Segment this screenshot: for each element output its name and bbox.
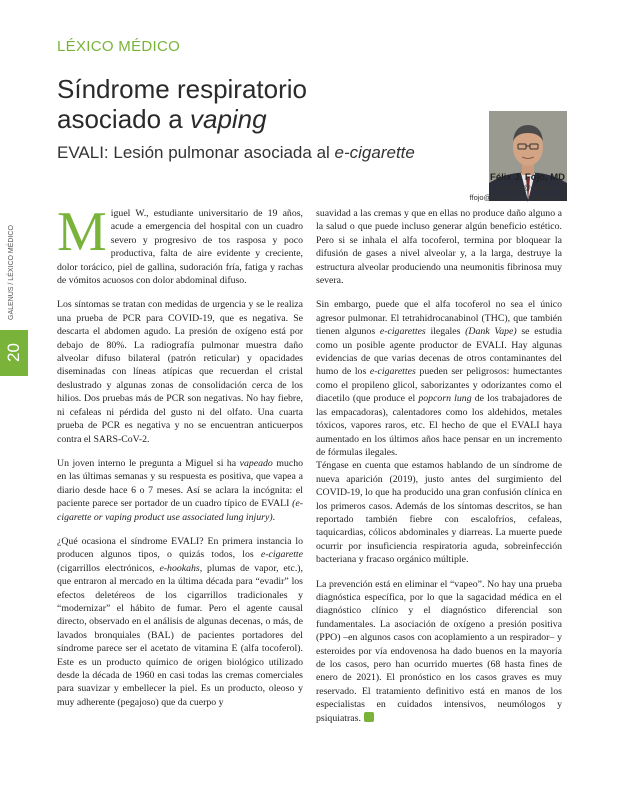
left-p3-c: .	[272, 511, 276, 523]
right-p2-a: Sin embargo, puede que el alfa tocoferol no sea el único agresor pulmonar. El tetrahidrocanabinol (THC), que también tienen algunos	[316, 299, 562, 338]
right-p2-d: pueden ser peligrosos: humectantes como el propileno glicol, saborizantes y odorizantes como el diacetilo (que produce el	[316, 366, 563, 405]
left-paragraph-2: Los síntomas se tratan con medidas de urgencia y se le realiza una prueba de PCR para COVID-19, que es negativa. Se descarta el abdomen agudo. La presión de oxígeno está por debajo de 80%. La radiografía pulmonar muestra daño alveolar difuso bilateral (patrón reticular) y opacidades diseminadas con líneas atípicas que recuerdan el cristal deslustrado y algunas zonas de consolidación cerca de los hilios. Dos pruebas más de PCR son negativas. No hay fiebre, ni cefaleas ni pérdida del gusto ni del olfato. Una cuarta prueba de PCR es negativa y no se encuentran anticuerpos contra el SARS-CoV-2.	[57, 299, 303, 445]
article-column-left	[57, 201, 303, 720]
left-paragraph-3	[57, 457, 303, 524]
left-p4-i1: e-cigarette	[260, 549, 303, 561]
drop-cap: M	[57, 201, 107, 263]
right-p2-i1: e-cigarettes	[379, 326, 426, 338]
author-email-2[interactable]: ffojo@homeorthopedics.com	[469, 193, 565, 202]
title-line-1: Síndrome respiratorio	[57, 74, 307, 104]
section-label: LÉXICO MÉDICO	[57, 38, 181, 55]
end-of-article-icon	[364, 712, 374, 722]
right-p2-i3: e-cigarettes	[369, 366, 416, 378]
subtitle-prefix: EVALI: Lesión pulmonar asociada al	[57, 143, 335, 162]
left-p4-b: (cigarrillos electrónicos,	[57, 562, 160, 574]
left-p3-i1: vapeado	[239, 457, 273, 469]
title-line-2-prefix: asociado a	[57, 104, 190, 134]
left-p3-b: mucho en las últimas semanas y su respuesta es positiva, que vapea a diario desde hace 6 o 7 meses. Así se aclara la incógnita: el paciente parece ser portador de un cuadro típico de EVALI	[57, 457, 303, 510]
subtitle-italic: e-cigarette	[334, 143, 415, 162]
article-title	[57, 74, 477, 134]
right-p2-i2: (Dank Vape)	[465, 326, 517, 338]
left-paragraph-1-text: iguel W., estudiante universitario de 19 años, acude a emergencia del hospital con un cuadro severo y progresivo de tos rasposa y poco productiva, falta de aire evidente y creciente, dolor torácico, piel de gallina, sudoración fría, fatiga y rachas de vómitos acuosos con dolor abdominal difuso.	[57, 208, 303, 287]
right-paragraph-4	[316, 578, 562, 725]
right-p2-e: de los trabajadores de las empacadoras), calentadores como los aldehidos, metales tóxicos, vapores raros, etc. El hecho de que el EVALI haya aumentado en los últimos años hace pensar en un incremento de fórmulas ilegales.	[316, 393, 563, 458]
right-paragraph-2	[316, 298, 562, 459]
title-line-2	[57, 104, 477, 134]
article-subtitle	[57, 143, 415, 163]
author-block	[470, 172, 565, 203]
left-p4-i2: e-hookahs	[159, 562, 200, 574]
left-paragraph-1	[57, 201, 303, 287]
right-paragraph-1: suavidad a las cremas y que en ellas no produce daño alguno a la salud o que puede incluso generar algún beneficio estético. Pero si se inhala el alfa tocoferol, termina por bloquear la difusión de gases a nivel alveolar y, a la larga, destruye la estructura alveolar produciendo una neumonitis fibrinosa muy severa.	[316, 208, 562, 287]
right-paragraph-3: Téngase en cuenta que estamos hablando de un síndrome de nueva aparición (2019), justo antes del surgimiento del COVID-19, lo que ha producido una gran confusión clínica en los primeros casos. Además de los síntomas descritos, se han reportado también fiebre con escalofríos, cefaleas, taquicardias, cólicos abdominales y diarreas. La muerte puede ocurrir por insuficiencia respiratoria aguda, sobreinfección bacteriana y fracaso orgánico múltiple.	[316, 460, 562, 566]
left-p3-i2: (e-cigarette or vaping product use associated lung injury)	[57, 498, 303, 523]
title-line-2-italic: vaping	[189, 104, 267, 134]
left-p3-a: Un joven interno le pregunta a Miguel si ha	[57, 457, 240, 469]
left-paragraph-4	[57, 535, 303, 709]
right-p2-i4: popcorn lung	[418, 393, 472, 405]
right-p4-text: La prevención está en eliminar el “vapeo”. No hay una prueba diagnóstica específica, por lo que la sagacidad médica en el diagnóstico clínico y el diagnóstico diferencial son fundamentales. La asociación de oxígeno a presión positiva (PPO) –en algunos casos con acoplamiento a un respirador– y esteroides por vía endovenosa ha dado buenos en la mayoría de los casos, pero han ocurrido muertes (68 hasta fines de enero de 2021). El pronóstico en los casos graves es muy reservado. El tratamiento definitivo está en manos de los especialistas en cuidados intensivos, neumólogos y psiquiatras.	[316, 578, 562, 724]
author-email-1[interactable]: felixfojo@gmail.com	[497, 183, 565, 192]
side-running-label: GALENUS / LÉXICO MÉDICO	[8, 225, 15, 320]
left-p4-c: , plumas de vapor, etc.), que entraron al mercado en la última década para “evadir” los efectos deletéreos de los cigarrillos tradicionales y “modernizar” el hábito de fumar. Pero el agente causal directo, observado en el análisis de algunas decenas, o más, de lavados bronquiales (BAL) de pacientes portadores del síndrome parece ser el acetato de vitamina E (alfa tocoferol). Este es un producto químico de origen biológico utilizado desde la década de 1960 en casi todas las cremas comerciales para suavizar y embellecer la piel. Es un producto, oleoso y muy adherente (pegajoso) que da cuerpo y	[57, 562, 303, 708]
right-p2-b: ilegales	[425, 326, 466, 338]
right-p2-c: se estudia como un posible agente productor de EVALI. Hay algunas evidencias de que varias decenas de otros contaminantes del humo de los	[316, 326, 562, 378]
author-name: Félix J. Fojo, MD	[490, 172, 565, 183]
page-number: 20	[4, 343, 23, 363]
left-p4-a: ¿Qué ocasiona el síndrome EVALI? En primera instancia lo producen algunos tipos, o quizás todos, los	[57, 535, 303, 561]
article-column-right	[316, 207, 562, 736]
